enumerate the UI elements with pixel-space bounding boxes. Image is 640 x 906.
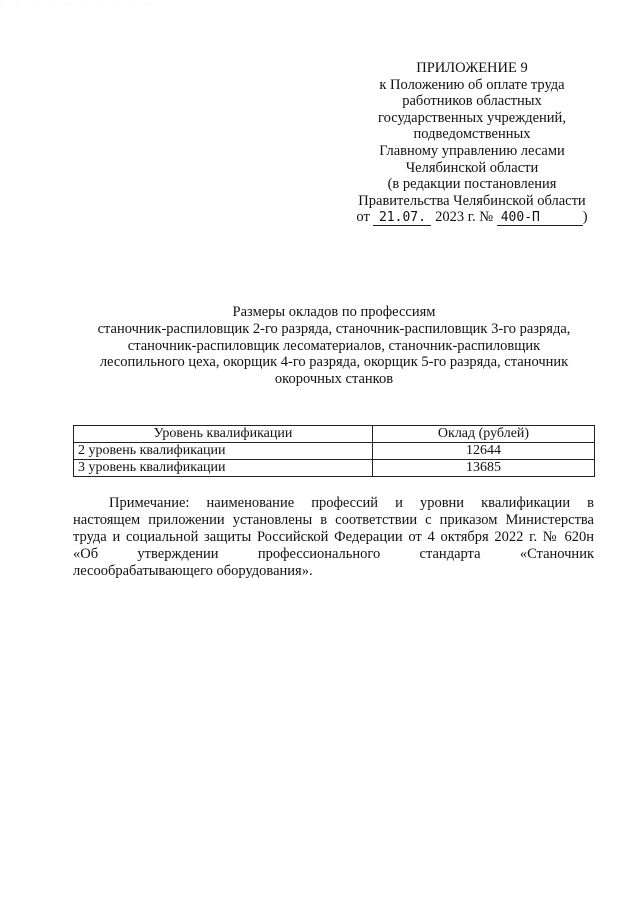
decree-number: 400-П xyxy=(497,211,583,226)
table-header-row xyxy=(74,426,595,443)
title-line: Размеры окладов по профессиям xyxy=(232,304,436,320)
note-line: лесообрабатывающего оборудования». xyxy=(73,563,313,579)
salary-table xyxy=(73,425,595,477)
title-line: окорочных станков xyxy=(274,371,394,388)
decree-date: 21.07. xyxy=(373,211,431,226)
appendix-line: подведомственных xyxy=(413,126,531,143)
appendix-line: работников областных xyxy=(402,93,542,110)
title-line: станочник-распиловщик лесоматериалов, станочник-распиловщик xyxy=(127,337,541,354)
note-line: Примечание: наименование профессий и уровни квалификации в xyxy=(109,495,594,511)
note-line: настоящем приложении установлены в соответствии с приказом Министерства xyxy=(73,512,594,528)
appendix-line: Правительства Челябинской области xyxy=(358,192,586,209)
table-row xyxy=(74,460,595,477)
appendix-line: (в редакции постановления xyxy=(387,176,557,193)
note-paragraph xyxy=(73,495,594,580)
level-cell: 2 уровень квалификации xyxy=(74,443,373,460)
salary-cell: 12644 xyxy=(373,443,595,460)
scan-artifacts: · · · · · · · · · · xyxy=(0,0,157,8)
note-line: «Об утверждении профессионального стандарта «Станочник xyxy=(73,546,594,562)
year-text: 2023 г. № xyxy=(435,209,494,226)
appendix-line: к Положению об оплате труда xyxy=(379,76,565,93)
appendix-line: Главному управлению лесами xyxy=(379,142,565,159)
closing-paren: ) xyxy=(582,209,588,226)
from-prefix: от xyxy=(356,209,370,226)
salary-cell: 13685 xyxy=(373,460,595,477)
appendix-line: Челябинской области xyxy=(405,159,539,176)
header-level: Уровень квалификации xyxy=(74,426,373,443)
header-salary: Оклад (рублей) xyxy=(373,426,595,443)
document-title xyxy=(60,304,608,388)
title-line: станочник-распиловщик 2-го разряда, станочник-распиловщик 3-го разряда, xyxy=(97,320,571,337)
title-line: лесопильного цеха, окорщик 4-го разряда, окорщик 5-го разряда, станочник xyxy=(99,354,569,371)
appendix-date-line xyxy=(352,209,592,226)
appendix-header xyxy=(352,60,592,226)
level-cell: 3 уровень квалификации xyxy=(74,460,373,477)
table-row xyxy=(74,443,595,460)
appendix-line: государственных учреждений, xyxy=(378,109,566,126)
appendix-title: ПРИЛОЖЕНИЕ 9 xyxy=(416,60,528,76)
note-line: труда и социальной защиты Российской Федерации от 4 октября 2022 г. № 620н xyxy=(73,529,594,545)
